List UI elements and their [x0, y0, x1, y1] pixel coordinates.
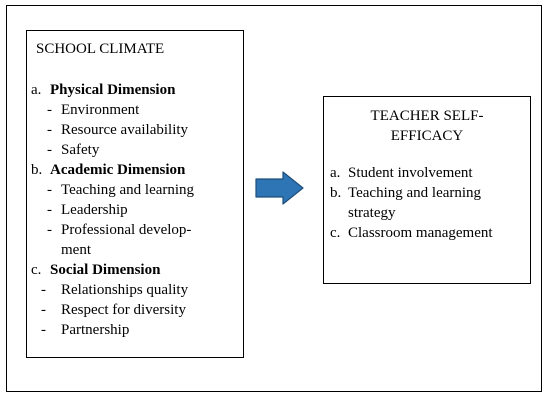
item-student-involvement: Student involvement [348, 165, 473, 181]
list-item-professional-development: Professional develop- [61, 222, 192, 238]
list-item-professional-development-cont: ment [61, 242, 91, 258]
section-b-marker: b. [31, 162, 43, 178]
teacher-self-efficacy-title [324, 106, 530, 146]
list-dash: - [47, 182, 52, 198]
list-dash: - [41, 322, 46, 338]
school-climate-box [26, 30, 244, 358]
item-classroom-management: Classroom management [348, 225, 493, 241]
list-item-environment: Environment [61, 102, 140, 118]
list-dash: - [41, 302, 46, 318]
list-item-leadership: Leadership [61, 202, 128, 218]
academic-dimension-heading: Academic Dimension [50, 162, 186, 178]
list-dash: - [47, 222, 52, 238]
list-dash: - [47, 202, 52, 218]
list-dash: - [41, 282, 46, 298]
list-dash: - [47, 122, 52, 138]
section-a-marker: a. [31, 82, 42, 98]
item-b-marker: b. [330, 185, 342, 201]
school-climate-title: SCHOOL CLIMATE [36, 41, 165, 57]
social-dimension-heading: Social Dimension [50, 262, 161, 278]
list-item-respect-diversity: Respect for diversity [61, 302, 186, 318]
item-c-marker: c. [330, 225, 341, 241]
list-item-teaching-learning: Teaching and learning [61, 182, 195, 198]
teacher-self-efficacy-box [323, 96, 531, 284]
item-a-marker: a. [330, 165, 341, 181]
title-line-1: TEACHER SELF- [370, 108, 484, 124]
item-teaching-learning-strategy-cont: strategy [348, 205, 396, 221]
list-item-partnership: Partnership [61, 322, 130, 338]
right-arrow-icon [255, 171, 305, 205]
physical-dimension-heading: Physical Dimension [50, 82, 176, 98]
list-item-safety: Safety [61, 142, 100, 158]
list-item-resource-availability: Resource availability [61, 122, 189, 138]
list-dash: - [47, 142, 52, 158]
item-teaching-learning-strategy: Teaching and learning [348, 185, 482, 201]
list-item-relationships-quality: Relationships quality [61, 282, 189, 298]
list-dash: - [47, 102, 52, 118]
section-c-marker: c. [31, 262, 42, 278]
arrow-shape [256, 172, 303, 204]
title-line-2: EFFICACY [390, 128, 464, 144]
